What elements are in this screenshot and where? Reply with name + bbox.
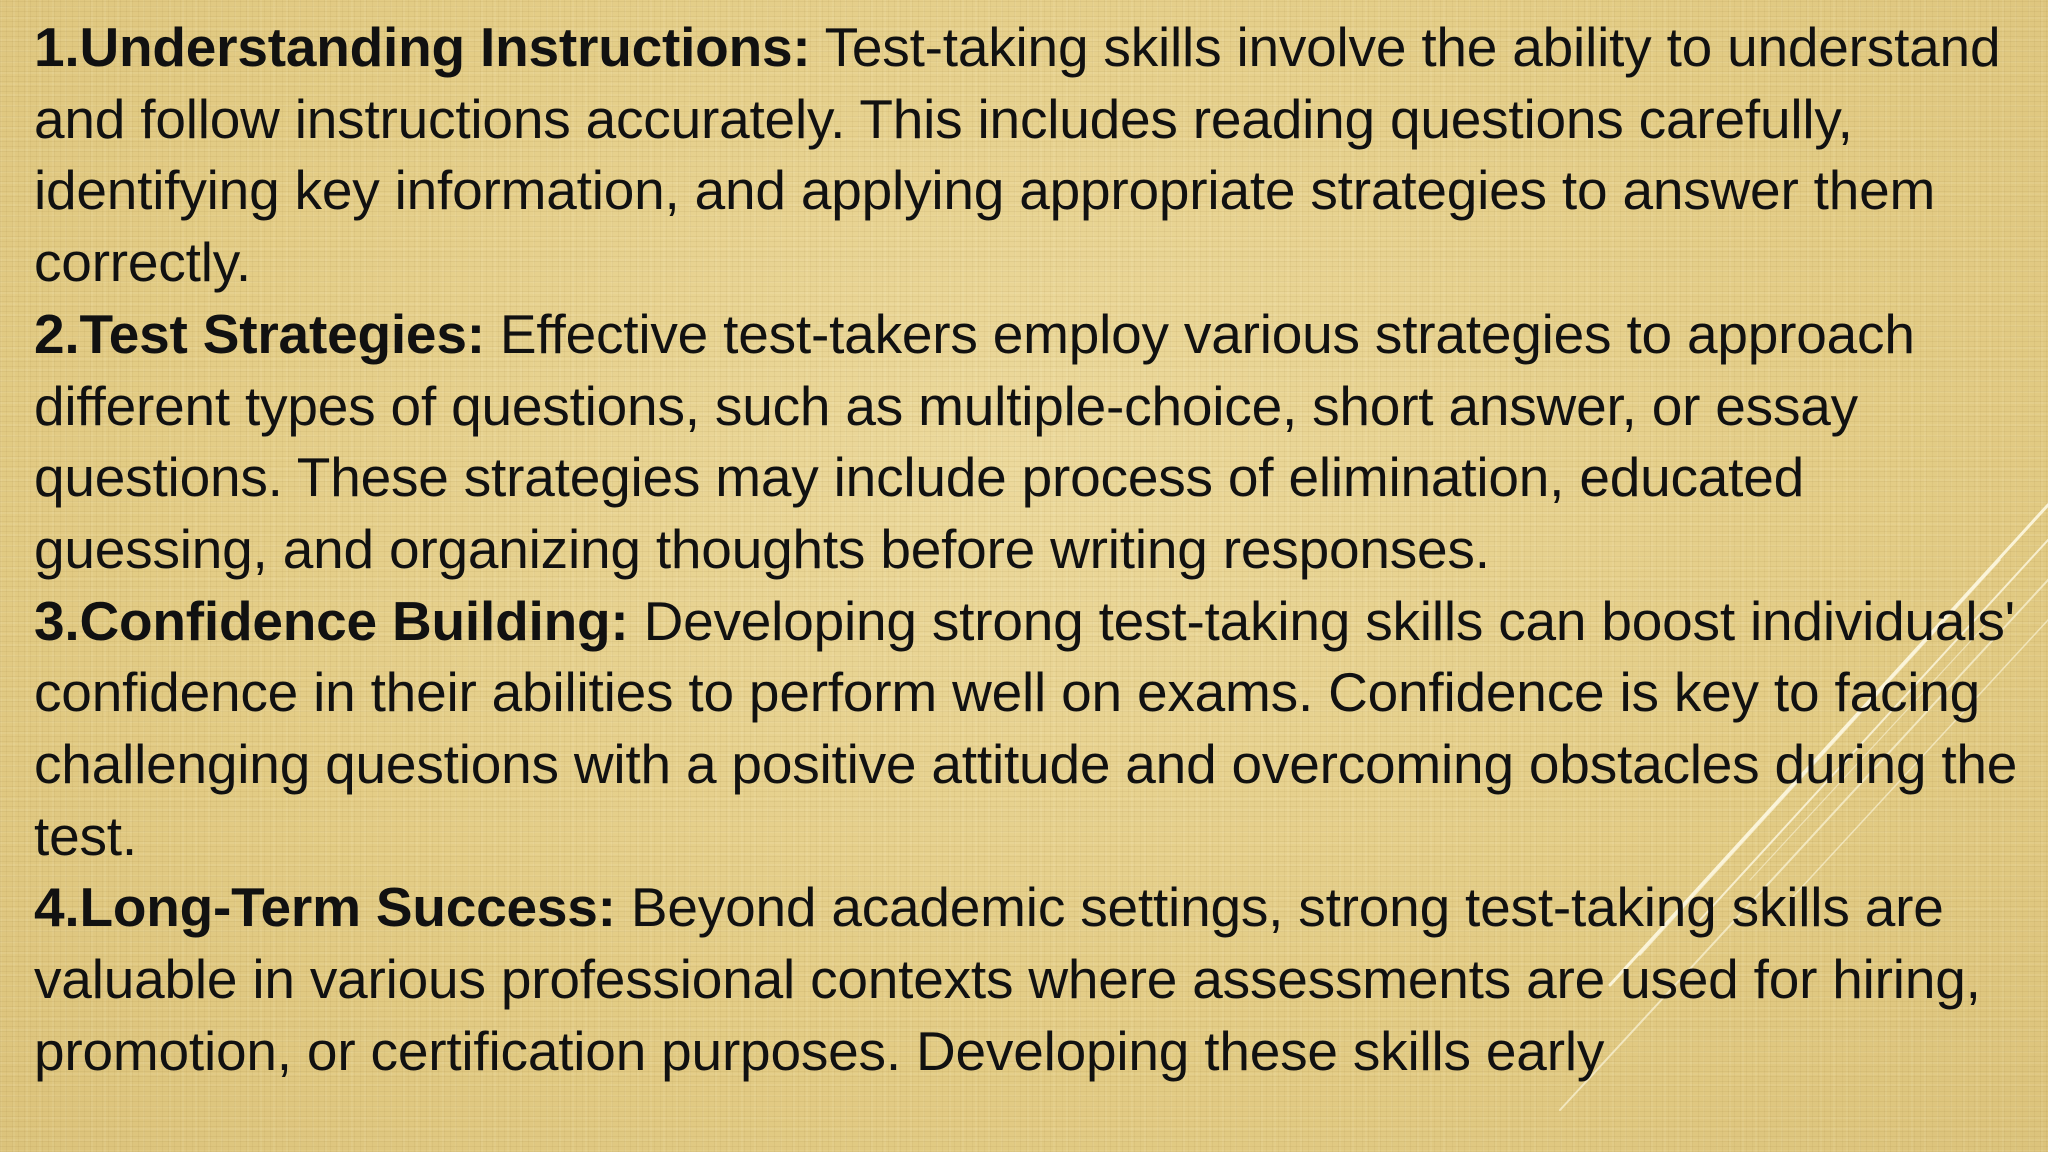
- point-body: Developing strong test-taking skills can boost individuals' confidence in their abilities to perform well on exams. Confidence is key to facing challenging questions with a positive attitude and overcoming obstacles during the test.: [34, 589, 2018, 867]
- point-heading: 2.Test Strategies:: [34, 302, 485, 365]
- point-body: Beyond academic settings, strong test-taking skills are valuable in various professional contexts where assessments are used for hiring, promotion, or certification purposes. Developing these skills early: [34, 876, 1981, 1082]
- point-long-term-success: [34, 872, 2024, 1087]
- slide-body-text: [34, 12, 2024, 1088]
- point-body: Test-taking skills involve the ability to understand and follow instructions accurately. This includes reading questions carefully, identifying key information, and applying appropriate strategies to answer them correctly.: [34, 16, 2001, 294]
- point-heading: 4.Long-Term Success:: [34, 876, 616, 939]
- point-body: Effective test-takers employ various strategies to approach different types of questions, such as multiple-choice, short answer, or essay questions. These strategies may include process of elimination, educated guessing, and organizing thoughts before writing responses.: [34, 302, 1915, 580]
- point-understanding-instructions: [34, 12, 2024, 299]
- point-confidence-building: [34, 586, 2024, 873]
- point-test-strategies: [34, 299, 2024, 586]
- point-heading: 1.Understanding Instructions:: [34, 16, 811, 78]
- point-heading: 3.Confidence Building:: [34, 589, 629, 652]
